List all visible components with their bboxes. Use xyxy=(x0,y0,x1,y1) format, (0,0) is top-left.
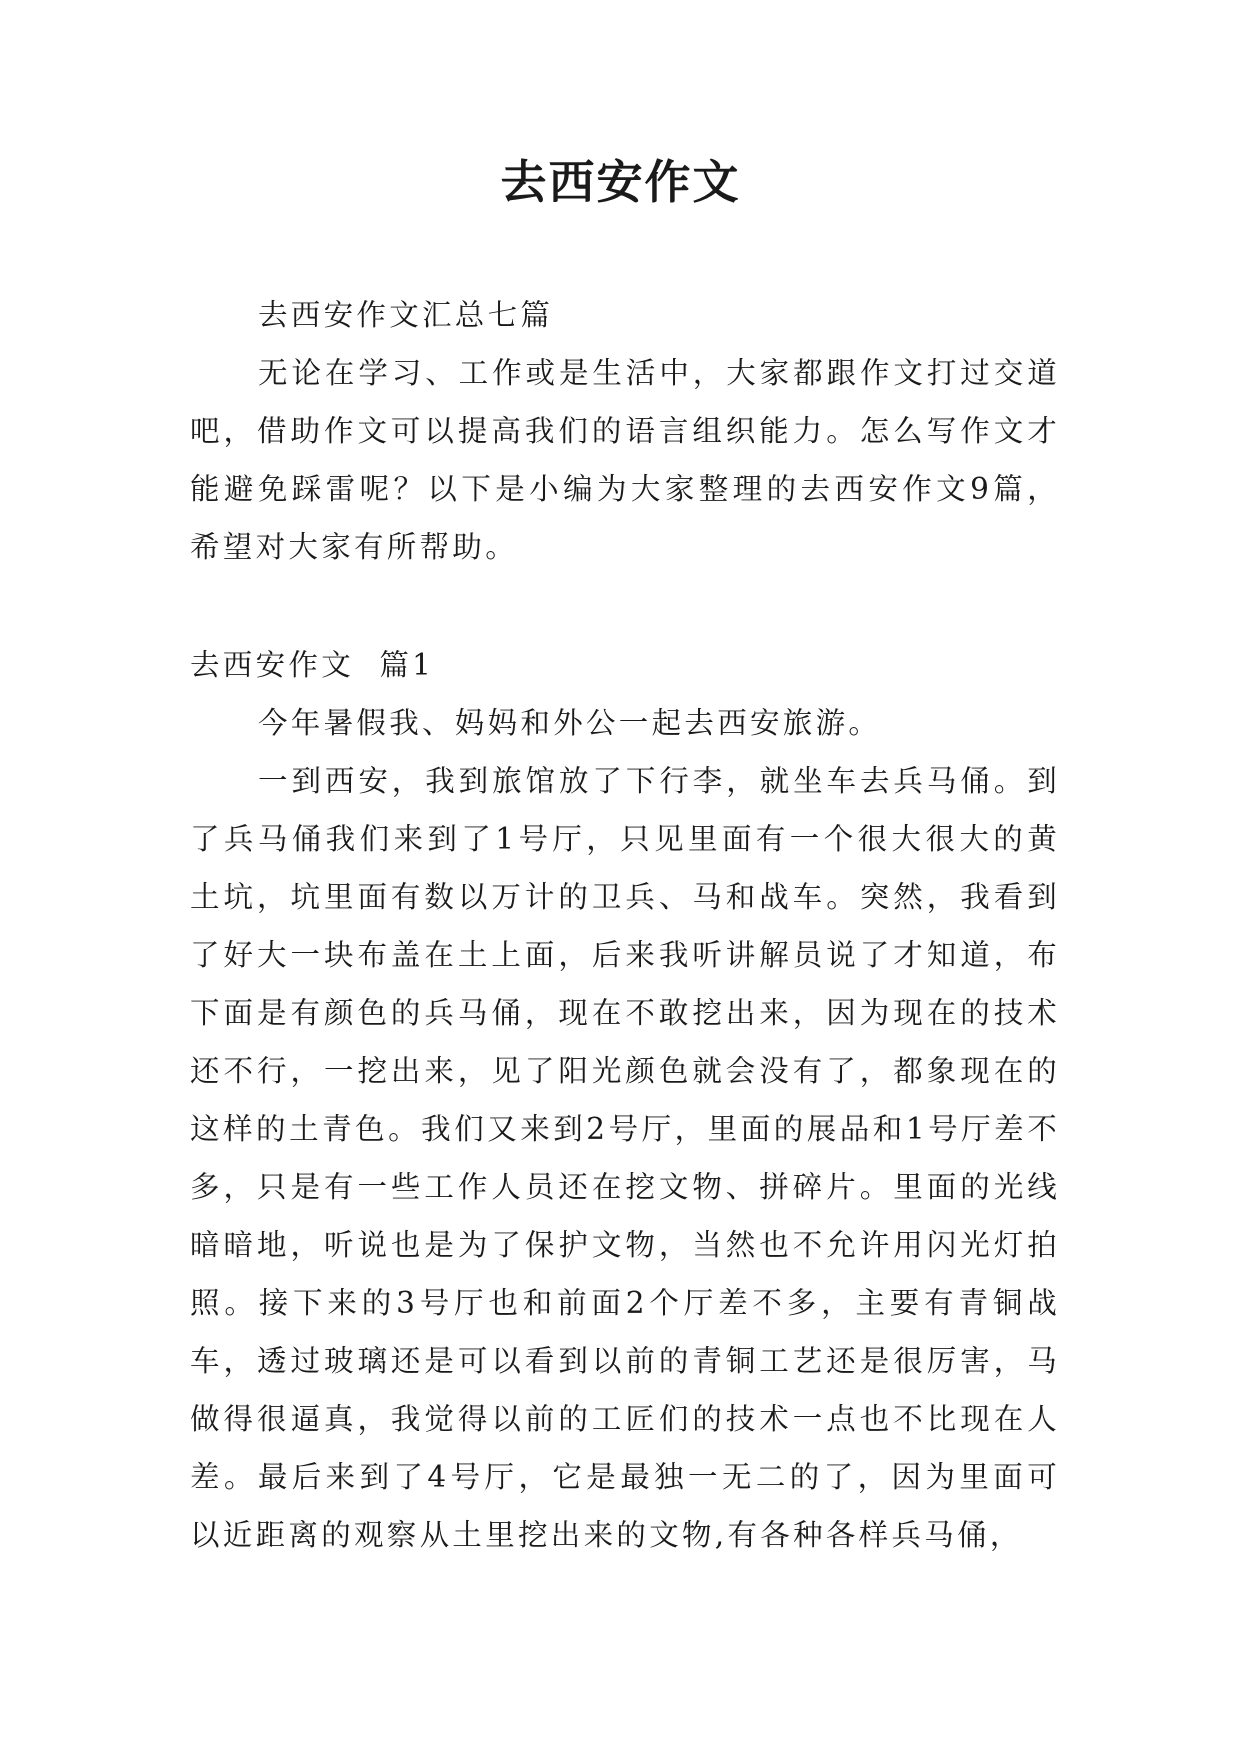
section-paragraph: 一到西安，我到旅馆放了下行李，就坐车去兵马俑。到了兵马俑我们来到了1号厅，只见里面有一个很大很大的黄土坑，坑里面有数以万计的卫兵、马和战车。突然，我看到了好大一块布盖在土上面，后来我听讲解员说了才知道，布下面是有颜色的兵马俑，现在不敢挖出来，因为现在的技术还不行，一挖出来，见了阳光颜色就会没有了，都象现在的这样的土青色。我们又来到2号厅，里面的展品和1号厅差不多，只是有一些工作人员还在挖文物、拼碎片。里面的光线暗暗地，听说也是为了保护文物，当然也不允许用闪光灯拍照。接下来的3号厅也和前面2个厅差不多，主要有青铜战车，透过玻璃还是可以看到以前的青铜工艺还是很厉害，马做得很逼真，我觉得以前的工匠们的技术一点也不比现在人差。最后来到了4号厅，它是最独一无二的了，因为里面可以近距离的观察从土里挖出来的文物,有各种各样兵马俑， xyxy=(190,764,1060,1552)
section-paragraph: 今年暑假我、妈妈和外公一起去西安旅游。 xyxy=(258,706,882,740)
section-heading: 去西安作文 篇1 xyxy=(190,648,435,682)
document-subtitle: 去西安作文汇总七篇 xyxy=(258,298,554,332)
intro-paragraph: 无论在学习、工作或是生活中，大家都跟作文打过交道吧，借助作文可以提高我们的语言组织能力。怎么写作文才能避免踩雷呢？以下是小编为大家整理的去西安作文9篇，希望对大家有所帮助。 xyxy=(190,356,1060,564)
document-title: 去西安作文 xyxy=(500,155,741,209)
